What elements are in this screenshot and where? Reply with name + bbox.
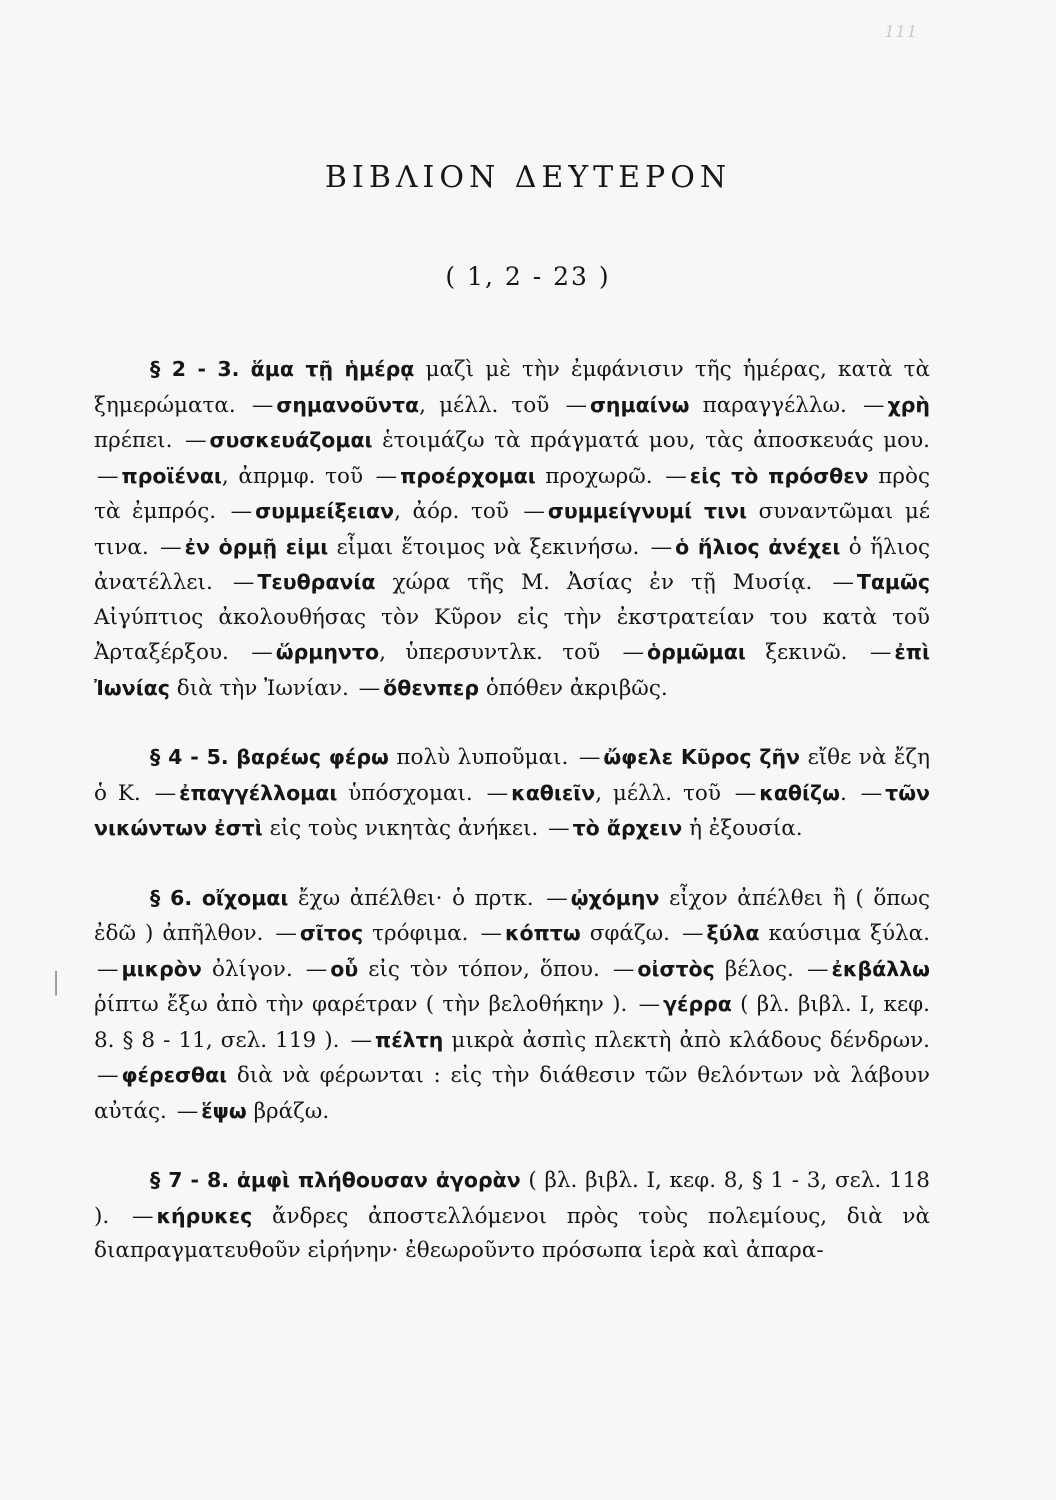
lemma: γέρρα xyxy=(663,992,732,1016)
lemma: συμμείξειαν xyxy=(255,499,395,523)
dash-separator: — xyxy=(160,534,182,560)
gloss: τρόφιμα. xyxy=(363,921,478,946)
lemma: φέρεσθαι xyxy=(121,1063,228,1087)
gloss: ὁπόθεν ἀκριβῶς. xyxy=(479,675,668,701)
dash-separator: — xyxy=(275,921,297,946)
lemma: σημανοῦντα xyxy=(276,392,420,417)
lemma: οἰστὸς xyxy=(637,956,715,981)
lemma: τῶν νικώντων ἐστὶ xyxy=(94,780,931,840)
gloss: διὰ τὴν Ἰωνίαν. xyxy=(169,675,356,701)
lemma: πέλτη xyxy=(375,1027,444,1052)
lemma: οὗ xyxy=(330,956,359,981)
lemma: ἐκβάλλω xyxy=(831,956,930,981)
lemma: ὅθενπερ xyxy=(383,675,479,700)
dash-separator: — xyxy=(154,780,177,806)
lemma: ξύλα xyxy=(706,921,760,945)
commentary-section xyxy=(94,881,930,1130)
gloss: χώρα τῆς Μ. Ἀσίας ἐν τῇ Μυσίᾳ. xyxy=(375,570,830,595)
gloss: πολὺ λυποῦμαι. xyxy=(388,745,576,770)
dash-separator: — xyxy=(523,499,545,524)
gloss: ὁ ἥλιος ἀνατέλλει. xyxy=(94,534,930,595)
lemma: ἐπαγγέλλομαι xyxy=(179,780,338,805)
gloss: εἰς τὸν τόπον, ὅπου. xyxy=(358,956,610,982)
gloss: ὑπόσχομαι. xyxy=(337,780,484,806)
lemma: ᾠχόμην xyxy=(570,885,660,910)
section-ref: § 4 - 5. xyxy=(150,745,229,769)
gloss: ( βλ. βιβλ. Ι, κεφ. 8, § 1 - 3, σελ. 118 ). xyxy=(94,1168,930,1229)
dash-separator: — xyxy=(665,463,687,489)
gloss: σφάζω. xyxy=(580,921,679,946)
dash-separator: — xyxy=(869,640,892,665)
dash-separator: — xyxy=(375,463,398,489)
lemma: Ταμῶς xyxy=(856,570,930,594)
lemma: ὥρμηντο xyxy=(275,640,380,664)
dash-separator: — xyxy=(350,1027,373,1053)
dash-separator: — xyxy=(832,570,854,595)
dash-separator: — xyxy=(97,1063,119,1088)
dash-separator: — xyxy=(97,463,119,489)
commentary-section xyxy=(94,1163,930,1269)
lemma: σῖτος xyxy=(299,921,364,945)
gloss: . xyxy=(839,780,858,806)
gloss: , ἀόρ. τοῦ xyxy=(394,499,521,524)
dash-separator: — xyxy=(97,956,119,982)
gloss: καύσιμα ξύλα. xyxy=(759,921,931,946)
gloss: εἴθε νὰ ἔζη ὁ Κ. xyxy=(94,745,930,806)
gloss: πρέπει. xyxy=(94,428,183,453)
lemma: καθιεῖν xyxy=(511,780,596,805)
commentary-body xyxy=(94,352,930,1303)
dash-separator: — xyxy=(622,640,645,665)
gloss: συναντῶμαι μέ τινα. xyxy=(94,499,930,560)
dash-separator: — xyxy=(807,956,829,982)
gloss: , ὑπερσυντλκ. τοῦ xyxy=(379,640,620,665)
gloss: , μέλλ. τοῦ xyxy=(419,392,563,418)
dash-separator: — xyxy=(650,534,673,560)
section-ref: § 2 - 3. xyxy=(150,357,240,381)
commentary-section xyxy=(94,352,930,706)
lemma: κόπτω xyxy=(504,921,581,945)
lemma: ἅμα τῇ ἡμέρᾳ xyxy=(250,357,415,381)
gloss: , μέλλ. τοῦ xyxy=(595,780,732,806)
lemma: σημαίνω xyxy=(589,392,690,417)
lemma: χρὴ xyxy=(887,392,930,417)
lemma: κήρυκες xyxy=(156,1203,253,1228)
dash-separator: — xyxy=(185,428,207,453)
gloss: εἰς τοὺς νικητὰς ἀνήκει. xyxy=(262,816,546,841)
lemma: ὤφελε Κῦρος ζῆν xyxy=(603,745,801,769)
dash-separator: — xyxy=(638,992,661,1017)
page-number: 111 xyxy=(884,22,918,41)
dash-separator: — xyxy=(860,780,883,806)
dash-separator: — xyxy=(305,956,328,982)
dash-separator: — xyxy=(578,745,601,770)
lemma: τὸ ἄρχειν xyxy=(572,816,683,840)
section-ref: § 7 - 8. xyxy=(150,1168,230,1192)
gloss: βέλος. xyxy=(714,956,804,982)
lemma: ἐπὶ Ἰωνίας xyxy=(94,640,930,700)
dash-separator: — xyxy=(232,570,255,595)
gloss: προχωρῶ. xyxy=(535,463,663,489)
lemma: προϊέναι xyxy=(121,463,222,488)
dash-separator: — xyxy=(251,640,273,665)
commentary-section xyxy=(94,740,930,847)
section-ref: § 6. xyxy=(150,885,193,910)
gloss: μαζὶ μὲ τὴν ἐμφάνισιν τῆς ἡμέρας, κατὰ τὰ ξημερώματα. xyxy=(94,357,930,418)
book-title: ΒΙΒΛΙΟΝ ΔΕΥΤΕΡΟΝ xyxy=(324,160,732,195)
gloss: παραγγέλλω. xyxy=(689,392,860,418)
dash-separator: — xyxy=(862,392,885,418)
lemma: συμμείγνυμί τινι xyxy=(547,499,748,523)
lemma: συσκευάζομαι xyxy=(209,428,373,452)
gloss: ὀλίγον. xyxy=(201,956,303,982)
gloss: ἑτοιμάζω τὰ πράγματά μου, τὰς ἀποσκευάς μου. xyxy=(372,428,930,453)
dash-separator: — xyxy=(734,780,757,806)
gloss: ῥίπτω ἔξω ἀπὸ τὴν φαρέτραν ( τὴν βελοθήκην ). xyxy=(94,992,636,1017)
dash-separator: — xyxy=(486,780,509,806)
gloss: εἶχον ἀπέλθει ἢ ( ὅπως ἐδῶ ) ἀπῆλθον. xyxy=(94,885,930,946)
dash-separator: — xyxy=(480,921,502,946)
lemma: ἀμφὶ πλήθουσαν ἀγορὰν xyxy=(236,1168,521,1192)
dash-separator: — xyxy=(612,956,635,982)
lemma: ὁρμῶμαι xyxy=(647,640,746,664)
lemma: Τευθρανία xyxy=(257,570,376,594)
dash-separator: — xyxy=(548,816,570,841)
dash-separator: — xyxy=(176,1098,199,1124)
lemma: ὁ ἥλιος ἀνέχει xyxy=(675,534,841,559)
dash-separator: — xyxy=(251,392,274,418)
gloss: Αἰγύπτιος ἀκολουθήσας τὸν Κῦρον εἰς τὴν ἐκστρατείαν του κατὰ τοῦ Ἀρταξέρξου. xyxy=(94,604,930,665)
gloss: , ἀπρμφ. τοῦ xyxy=(221,463,373,489)
gloss: διὰ νὰ φέρωνται : εἰς τὴν διάθεσιν τῶν θελόντων νὰ λάβουν αὐτάς. xyxy=(94,1063,930,1124)
lemma: βαρέως φέρω xyxy=(236,745,389,769)
chapter-range: ( 1, 2 - 23 ) xyxy=(445,262,611,291)
lemma: ἐν ὁρμῇ εἰμι xyxy=(184,534,329,559)
dash-separator: — xyxy=(565,392,587,418)
gloss: ἄνδρες ἀποστελλόμενοι πρὸς τοὺς πολεμίους, διὰ νὰ διαπραγματευθοῦν εἰρήνην· ἐθεωροῦντο πρόσωπα ἱερὰ καὶ ἀπαρα- xyxy=(94,1203,930,1263)
dash-separator: — xyxy=(681,921,704,946)
dash-separator: — xyxy=(131,1203,154,1229)
gloss: μικρὰ ἀσπὶς πλεκτὴ ἀπὸ κλάδους δένδρων. xyxy=(443,1027,931,1053)
dash-separator: — xyxy=(358,675,381,701)
lemma: εἰς τὸ πρόσθεν xyxy=(689,463,869,488)
margin-mark: | xyxy=(52,968,61,996)
gloss: ἔχω ἀπέλθει· ὁ πρτκ. xyxy=(288,885,544,911)
lemma: οἴχομαι xyxy=(201,885,289,910)
gloss: ( βλ. βιβλ. Ι, κεφ. 8. § 8 - 11, σελ. 119 ). xyxy=(94,992,930,1053)
gloss: εἶμαι ἕτοιμος νὰ ξεκινήσω. xyxy=(328,534,648,560)
lemma: προέρχομαι xyxy=(400,463,536,488)
gloss: ἡ ἐξουσία. xyxy=(682,816,803,841)
dash-separator: — xyxy=(230,499,253,524)
gloss: πρὸς τὰ ἐμπρός. xyxy=(94,463,931,524)
lemma: μικρὸν xyxy=(121,956,202,981)
gloss: βράζω. xyxy=(246,1098,330,1124)
dash-separator: — xyxy=(546,885,568,911)
lemma: καθίζω xyxy=(759,780,840,805)
gloss: ξεκινῶ. xyxy=(745,640,867,665)
lemma: ἕψω xyxy=(201,1098,247,1123)
